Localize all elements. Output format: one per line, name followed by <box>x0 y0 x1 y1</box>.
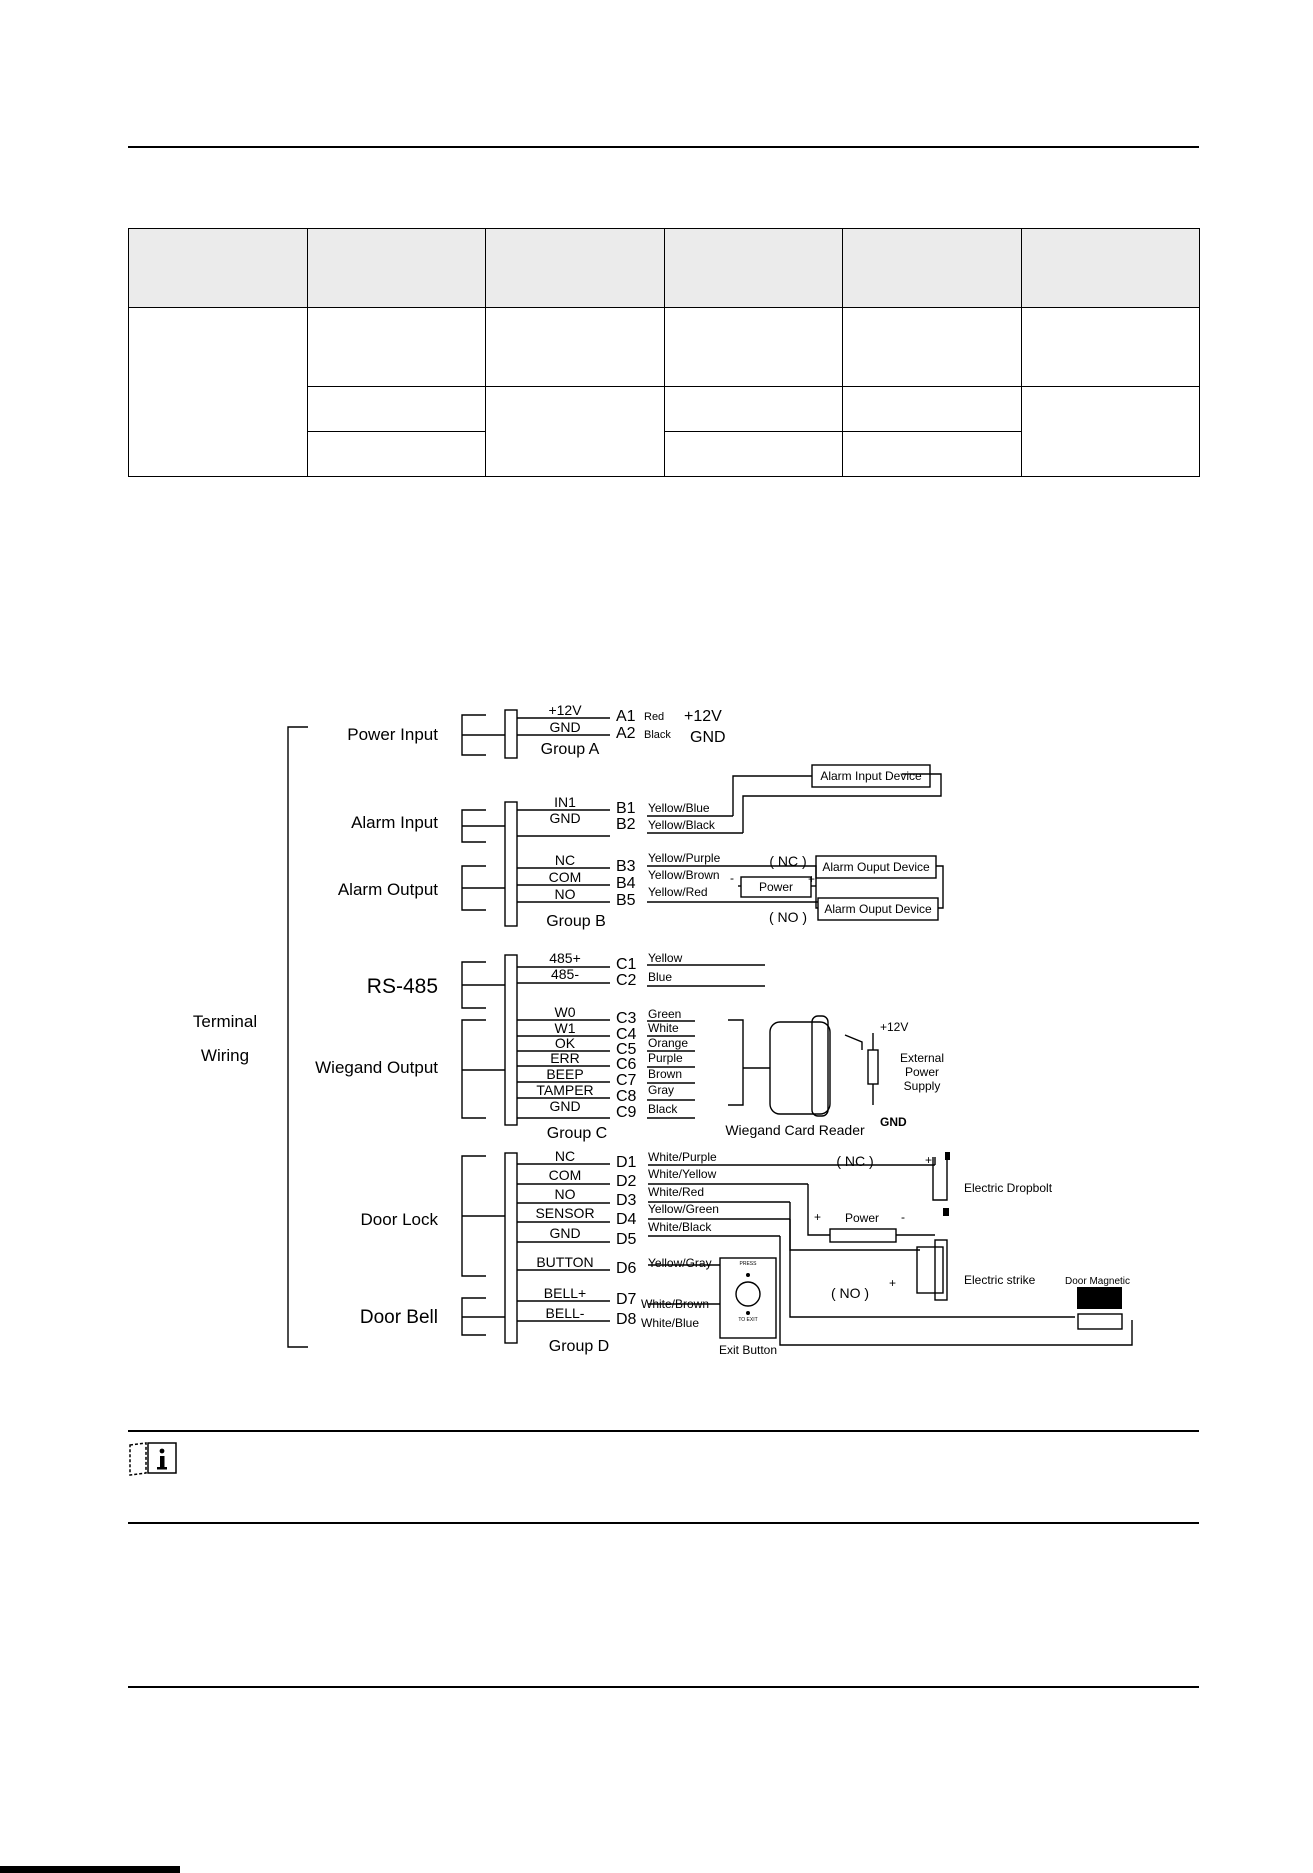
table-header-cell <box>1021 229 1200 308</box>
external-power-supply-resistor <box>868 1050 878 1084</box>
table-cell <box>307 387 486 432</box>
wiegand-output-label: Wiegand Output <box>315 1058 438 1077</box>
pin-wire-color-label: White/Brown <box>641 1297 710 1311</box>
table-header-cell <box>307 229 486 308</box>
pin-code-label: C5 <box>616 1041 637 1058</box>
pin-wire-color-label: Brown <box>648 1067 683 1081</box>
pin-wire-color-label: Yellow/Black <box>648 818 715 832</box>
pin-code-label: C4 <box>616 1026 637 1043</box>
table-cell <box>843 387 1022 432</box>
group-b-label: Group B <box>546 913 606 930</box>
gnd-c-label: GND <box>880 1115 907 1129</box>
pin-name-label: NO <box>554 1186 576 1202</box>
no-d-label: ( NO ) <box>830 1285 870 1301</box>
pin-name-label: NO <box>554 886 576 902</box>
table-cell <box>129 308 308 477</box>
pin-code-label: B2 <box>616 816 636 833</box>
pin-wire-color-label: White/Purple <box>648 1150 717 1164</box>
table-header-row <box>129 229 1200 308</box>
table-cell <box>664 308 843 387</box>
terminal-wiring-diagram <box>0 690 1313 1370</box>
pin-wire-color-label: Yellow/Brown <box>648 868 720 882</box>
pin-wire-color-label: White <box>648 1021 679 1035</box>
pin-wire-color-label: Purple <box>648 1051 683 1065</box>
pin-name-label: NC <box>554 1148 576 1164</box>
table-header-cell <box>843 229 1022 308</box>
minus-sign-d1: - <box>901 1210 905 1224</box>
pin-name-label: SENSOR <box>535 1205 595 1221</box>
table-header-cell <box>486 229 665 308</box>
table-cell <box>486 308 665 387</box>
plus-sign-d3: + <box>889 1276 897 1290</box>
table-cell <box>843 432 1022 477</box>
electric-strike-body <box>917 1247 943 1293</box>
wiegand-card-reader-label: Wiegand Card Reader <box>725 1122 865 1138</box>
pin-wire-color-label: Green <box>648 1007 682 1021</box>
pin-name-label: +12V <box>548 702 582 718</box>
no-b-label: ( NO ) <box>768 909 808 925</box>
pin-name-label: IN1 <box>554 794 576 810</box>
alarm-input-label: Alarm Input <box>351 813 438 832</box>
external-power-supply-label-2: Power <box>904 1065 940 1079</box>
pin-name-label: BELL- <box>545 1305 585 1321</box>
minus-sign-b: - <box>730 871 734 885</box>
pin-name-label: BELL+ <box>543 1285 587 1301</box>
table-cell <box>843 308 1022 387</box>
pin-wire-color-label: Black <box>648 1102 678 1116</box>
pin-wire-color-label: Black <box>644 729 671 741</box>
pin-wire-color-label: Gray <box>648 1083 675 1097</box>
pin-code-label: D2 <box>616 1173 637 1190</box>
pin-wire-color-label: Red <box>644 711 665 723</box>
pin-code-label: C8 <box>616 1088 637 1105</box>
group-c-wiegand-bracket <box>462 1020 486 1118</box>
group-c-connector <box>505 955 517 1125</box>
header-rule <box>128 146 1199 148</box>
door-magnetic-block <box>1077 1287 1122 1309</box>
pin-name-label: GND <box>549 810 581 826</box>
pin-code-label: C3 <box>616 1010 637 1027</box>
table-row <box>129 308 1200 387</box>
pin-wire-color-label: Yellow/Red <box>648 885 708 899</box>
press-label: PRESS <box>739 1261 757 1267</box>
table-cell <box>486 387 665 477</box>
pin-name-label: BUTTON <box>536 1254 594 1270</box>
wiegand-card-reader <box>770 1022 830 1114</box>
table-cell <box>664 387 843 432</box>
pin-name-label: BEEP <box>546 1066 584 1082</box>
power-input-label: Power Input <box>347 725 438 744</box>
page-edge-mark <box>0 1866 180 1873</box>
power-d-box <box>830 1229 896 1242</box>
pin-code-label: D6 <box>616 1260 637 1277</box>
pin-code-label: C2 <box>616 972 637 989</box>
group-c-label: Group C <box>546 1125 608 1142</box>
pin-wire-color-label: Yellow/Gray <box>648 1256 712 1270</box>
alarm-output-label: Alarm Output <box>337 880 438 899</box>
footer-rule <box>128 1686 1199 1688</box>
electric-dropbolt-label: Electric Dropbolt <box>964 1181 1053 1195</box>
table-cell <box>1021 387 1200 477</box>
external-power-supply-label-3: Supply <box>903 1079 941 1093</box>
alarm-input-device-label: Alarm Input Device <box>820 769 922 783</box>
pin-wire-color-label: Yellow <box>648 951 683 965</box>
pin-code-label: C6 <box>616 1056 637 1073</box>
door-magnetic-sensor <box>1078 1314 1122 1329</box>
nc-d-label: ( NC ) <box>836 1153 874 1169</box>
pin-code-label: C7 <box>616 1072 637 1089</box>
pin-name-label: W1 <box>554 1020 576 1036</box>
exit-button-circle <box>736 1282 760 1306</box>
group-b-connector <box>505 802 517 926</box>
pin-name-label: OK <box>554 1035 576 1051</box>
pin-code-label: B5 <box>616 892 636 909</box>
pin-name-label: 485- <box>550 966 580 982</box>
terminal-label: Terminal <box>192 1012 258 1031</box>
note-bottom-rule <box>128 1522 1199 1524</box>
pin-wire-color-label: Yellow/Blue <box>648 801 710 815</box>
exit-button-label: Exit Button <box>718 1343 778 1357</box>
power-plus12v-label: +12V <box>684 708 722 725</box>
group-a-label: Group A <box>540 741 600 758</box>
pin-name-label: NC <box>554 852 576 868</box>
plus-sign-d2: + <box>925 1153 933 1167</box>
pin-name-label: W0 <box>554 1004 576 1020</box>
table-cell <box>307 308 486 387</box>
pin-wire-color-label: White/Red <box>648 1185 705 1199</box>
alarm-output-device-no-label: Alarm Ouput Device <box>824 902 932 916</box>
pin-wire-color-label: Yellow/Green <box>648 1202 719 1216</box>
pin-code-label: D8 <box>616 1311 637 1328</box>
pin-wire-color-label: White/Black <box>648 1220 712 1234</box>
pin-code-label: D7 <box>616 1291 637 1308</box>
pin-code-label: B3 <box>616 858 636 875</box>
rs485-label: RS-485 <box>366 975 438 998</box>
pin-code-label: C9 <box>616 1104 637 1121</box>
pin-code-label: D3 <box>616 1192 637 1209</box>
wiring-label: Wiring <box>200 1046 250 1065</box>
group-d-connector <box>505 1153 517 1343</box>
power-gnd-label: GND <box>690 729 726 746</box>
pin-wire-color-label: Blue <box>648 970 673 984</box>
pin-wire-color-label: Yellow/Purple <box>648 851 721 865</box>
table-cell <box>307 432 486 477</box>
pin-code-label: D5 <box>616 1231 637 1248</box>
external-power-supply-label-1: External <box>899 1051 945 1065</box>
electric-strike-label: Electric strike <box>964 1273 1036 1287</box>
exit-button-box <box>720 1258 776 1338</box>
table-cell <box>664 432 843 477</box>
pin-name-label: 485+ <box>549 950 581 966</box>
power-d-label: Power <box>844 1211 880 1225</box>
pin-name-label: COM <box>548 1167 582 1183</box>
pin-wire-color-label: Orange <box>648 1036 689 1050</box>
pin-name-label: TAMPER <box>536 1082 594 1098</box>
spec-table <box>128 228 1200 477</box>
pin-code-label: C1 <box>616 956 637 973</box>
pin-code-label: B1 <box>616 800 636 817</box>
note-icon <box>128 1441 180 1477</box>
group-d-label: Group D <box>548 1338 610 1355</box>
pin-code-label: B4 <box>616 875 636 892</box>
pin-name-label: ERR <box>550 1050 580 1066</box>
table-cell <box>1021 308 1200 387</box>
table-header-cell <box>664 229 843 308</box>
table-header-cell <box>129 229 308 308</box>
pin-name-label: GND <box>549 1098 581 1114</box>
plus-sign-b: + <box>808 872 816 886</box>
pin-name-label: COM <box>548 869 582 885</box>
pin-code-label: A1 <box>616 708 636 725</box>
pin-wire-color-label: White/Yellow <box>648 1167 717 1181</box>
alarm-output-device-nc-label: Alarm Ouput Device <box>822 860 930 874</box>
door-bell-label: Door Bell <box>359 1307 438 1328</box>
door-magnetic-label: Door Magnetic <box>1065 1276 1131 1287</box>
pin-code-label: A2 <box>616 725 636 742</box>
door-lock-label: Door Lock <box>360 1210 438 1229</box>
pin-code-label: D4 <box>616 1211 637 1228</box>
terminal-bracket <box>288 727 308 1347</box>
pin-name-label: GND <box>549 1225 581 1241</box>
note-top-rule <box>128 1430 1199 1432</box>
plus12v-c-label: +12V <box>880 1020 909 1034</box>
to-exit-label: TO EXIT <box>738 1317 758 1323</box>
power-b-label: Power <box>758 880 794 894</box>
pin-wire-color-label: White/Blue <box>641 1316 700 1330</box>
group-a-connector <box>505 710 517 758</box>
pin-code-label: D1 <box>616 1154 637 1171</box>
wiegand-reader-bracket <box>728 1020 743 1105</box>
pin-name-label: GND <box>549 719 581 735</box>
nc-b-label: ( NC ) <box>769 853 807 869</box>
plus-sign-d1: + <box>814 1210 822 1224</box>
